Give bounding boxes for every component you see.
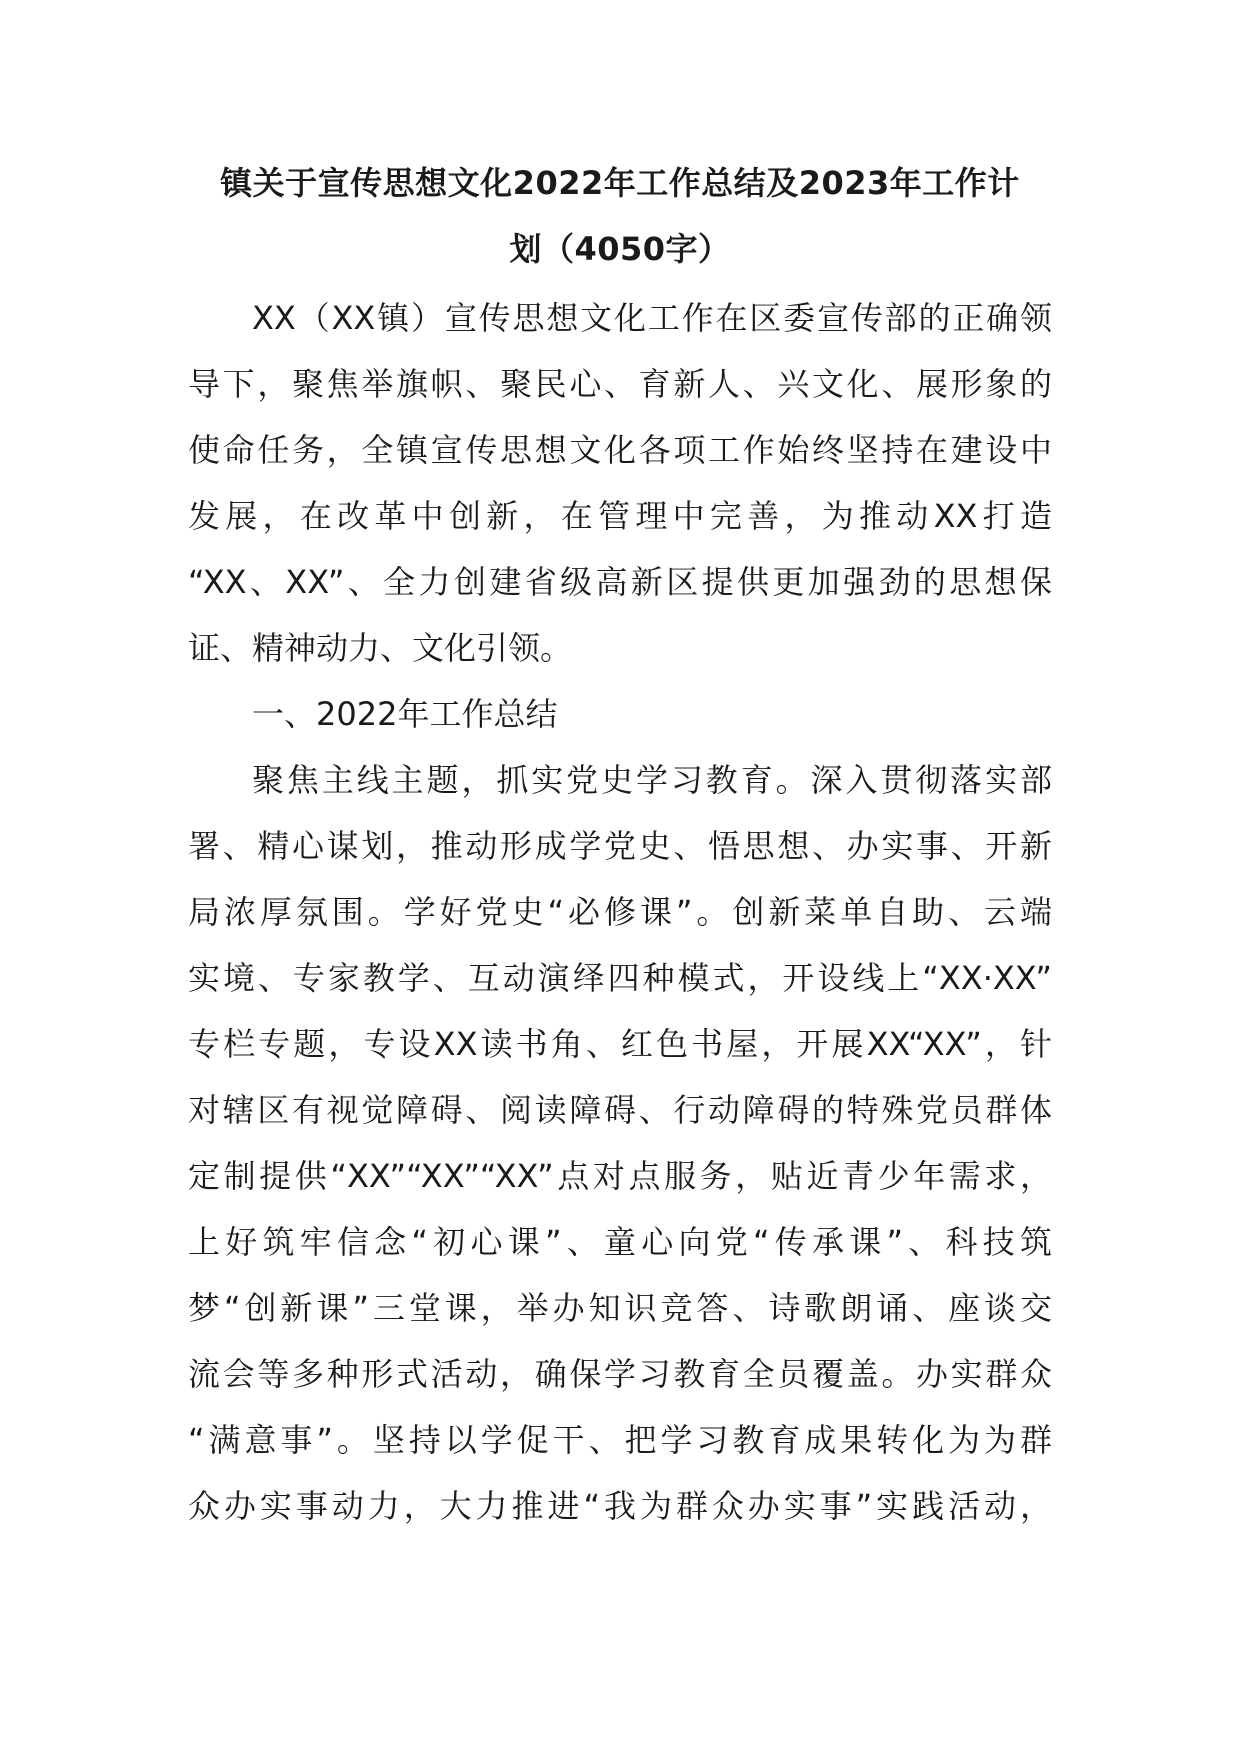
- paragraph-line: 梦“创新课”三堂课，举办知识竞答、诗歌朗诵、座谈交: [188, 1289, 1052, 1327]
- paragraph-line: 发展，在改革中创新，在管理中完善，为推动XX打造: [188, 497, 1052, 535]
- document-body: [188, 285, 1052, 1539]
- paragraph-line: 证、精神动力、文化引领。: [188, 629, 573, 667]
- paragraph-line: XX（XX镇）宣传思想文化工作在区委宣传部的正确领: [252, 299, 1052, 337]
- paragraph-line: 流会等多种形式活动，确保学习教育全员覆盖。办实群众: [188, 1355, 1052, 1393]
- paragraph-line: 导下，聚焦举旗帜、聚民心、育新人、兴文化、展形象的: [188, 365, 1052, 403]
- paragraph-line: 专栏专题，专设XX读书角、红色书屋，开展XX“XX”，针: [188, 1025, 1052, 1063]
- paragraph-line: 众办实事动力，大力推进“我为群众办实事”实践活动，: [188, 1487, 1052, 1525]
- paragraph-line: “满意事”。坚持以学促干、把学习教育成果转化为为群: [188, 1421, 1052, 1459]
- title-line-1: 镇关于宣传思想文化2022年工作总结及2023年工作计: [220, 164, 1020, 202]
- paragraph-line: “XX、XX”、全力创建省级高新区提供更加强劲的思想保: [188, 563, 1052, 601]
- paragraph-line: 使命任务，全镇宣传思想文化各项工作始终坚持在建设中: [188, 431, 1052, 469]
- paragraph-line: 实境、专家教学、互动演绎四种模式，开设线上“XX·XX”: [188, 959, 1052, 997]
- paragraph-line: 上好筑牢信念“初心课”、童心向党“传承课”、科技筑: [188, 1223, 1052, 1261]
- title-line-2: 划（4050字）: [509, 230, 731, 268]
- paragraph-line: 局浓厚氛围。学好党史“必修课”。创新菜单自助、云端: [188, 893, 1052, 931]
- section-heading: 一、2022年工作总结: [252, 695, 558, 733]
- document-title: [188, 150, 1052, 282]
- paragraph-line: 对辖区有视觉障碍、阅读障碍、行动障碍的特殊党员群体: [188, 1091, 1052, 1129]
- paragraph-line: 聚焦主线主题，抓实党史学习教育。深入贯彻落实部: [252, 761, 1052, 799]
- paragraph-line: 定制提供“XX”“XX”“XX”点对点服务，贴近青少年需求，: [188, 1157, 1052, 1195]
- paragraph-line: 署、精心谋划，推动形成学党史、悟思想、办实事、开新: [188, 827, 1052, 865]
